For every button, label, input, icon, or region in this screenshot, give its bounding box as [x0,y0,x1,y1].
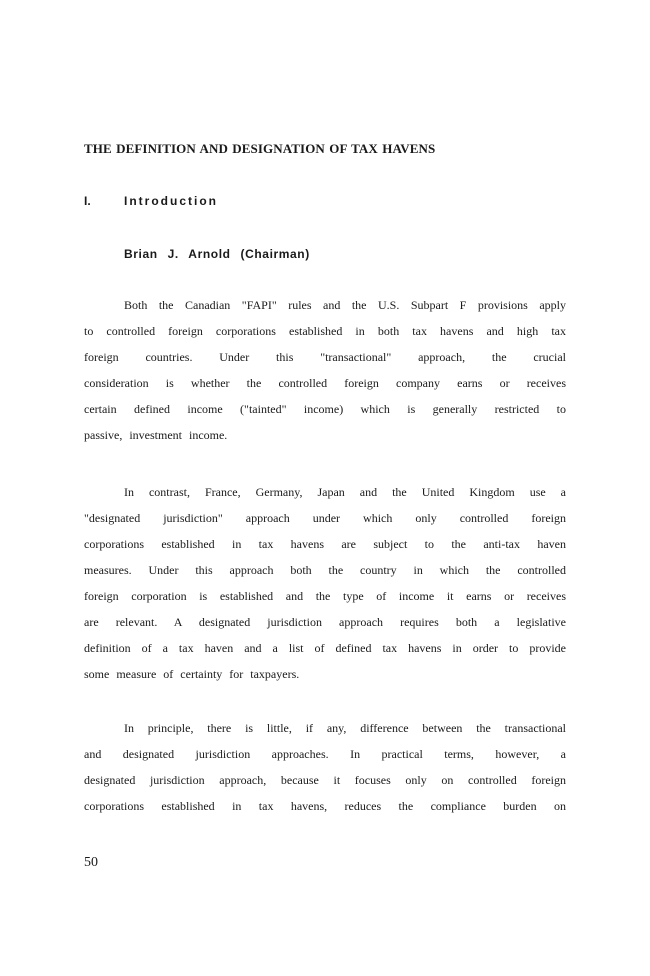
text-line: Both the Canadian "FAPI" rules and the U.S. Subpart F provisions apply [124,298,566,312]
text-line: to controlled foreign corporations established in both tax havens and high tax [84,324,566,338]
text-line: designated jurisdiction approach, because it focuses only on controlled foreign [84,773,566,787]
text-line: In contrast, France, Germany, Japan and the United Kingdom use a [124,485,566,499]
text-line: and designated jurisdiction approaches. In practical terms, however, a [84,747,566,761]
text-line: definition of a tax haven and a list of defined tax havens in order to provide [84,641,566,655]
text-line: "designated jurisdiction" approach under which only controlled foreign [84,511,566,525]
text-line: foreign countries. Under this "transactional" approach, the crucial [84,350,566,364]
text-line: measures. Under this approach both the country in which the controlled [84,563,566,577]
text-line: are relevant. A designated jurisdiction approach requires both a legislative [84,615,566,629]
document-title: THE DEFINITION AND DESIGNATION OF TAX HAVENS [84,141,436,156]
text-line: corporations established in tax havens are subject to the anti-tax haven [84,537,566,551]
text-line: foreign corporation is established and the type of income it earns or receives [84,589,566,603]
text-line: some measure of certainty for taxpayers. [84,667,300,681]
text-line: passive, investment income. [84,428,228,442]
page-number: 50 [84,855,98,870]
text-line: consideration is whether the controlled foreign company earns or receives [84,376,566,390]
text-line: In principle, there is little, if any, difference between the transactional [124,721,566,735]
text-line: corporations established in tax havens, reduces the compliance burden on [84,799,566,813]
section-heading: Introduction [124,194,218,208]
author-byline: Brian J. Arnold (Chairman) [124,247,310,261]
text-line: certain defined income ("tainted" income) which is generally restricted to [84,402,566,416]
section-number: I. [84,194,91,208]
